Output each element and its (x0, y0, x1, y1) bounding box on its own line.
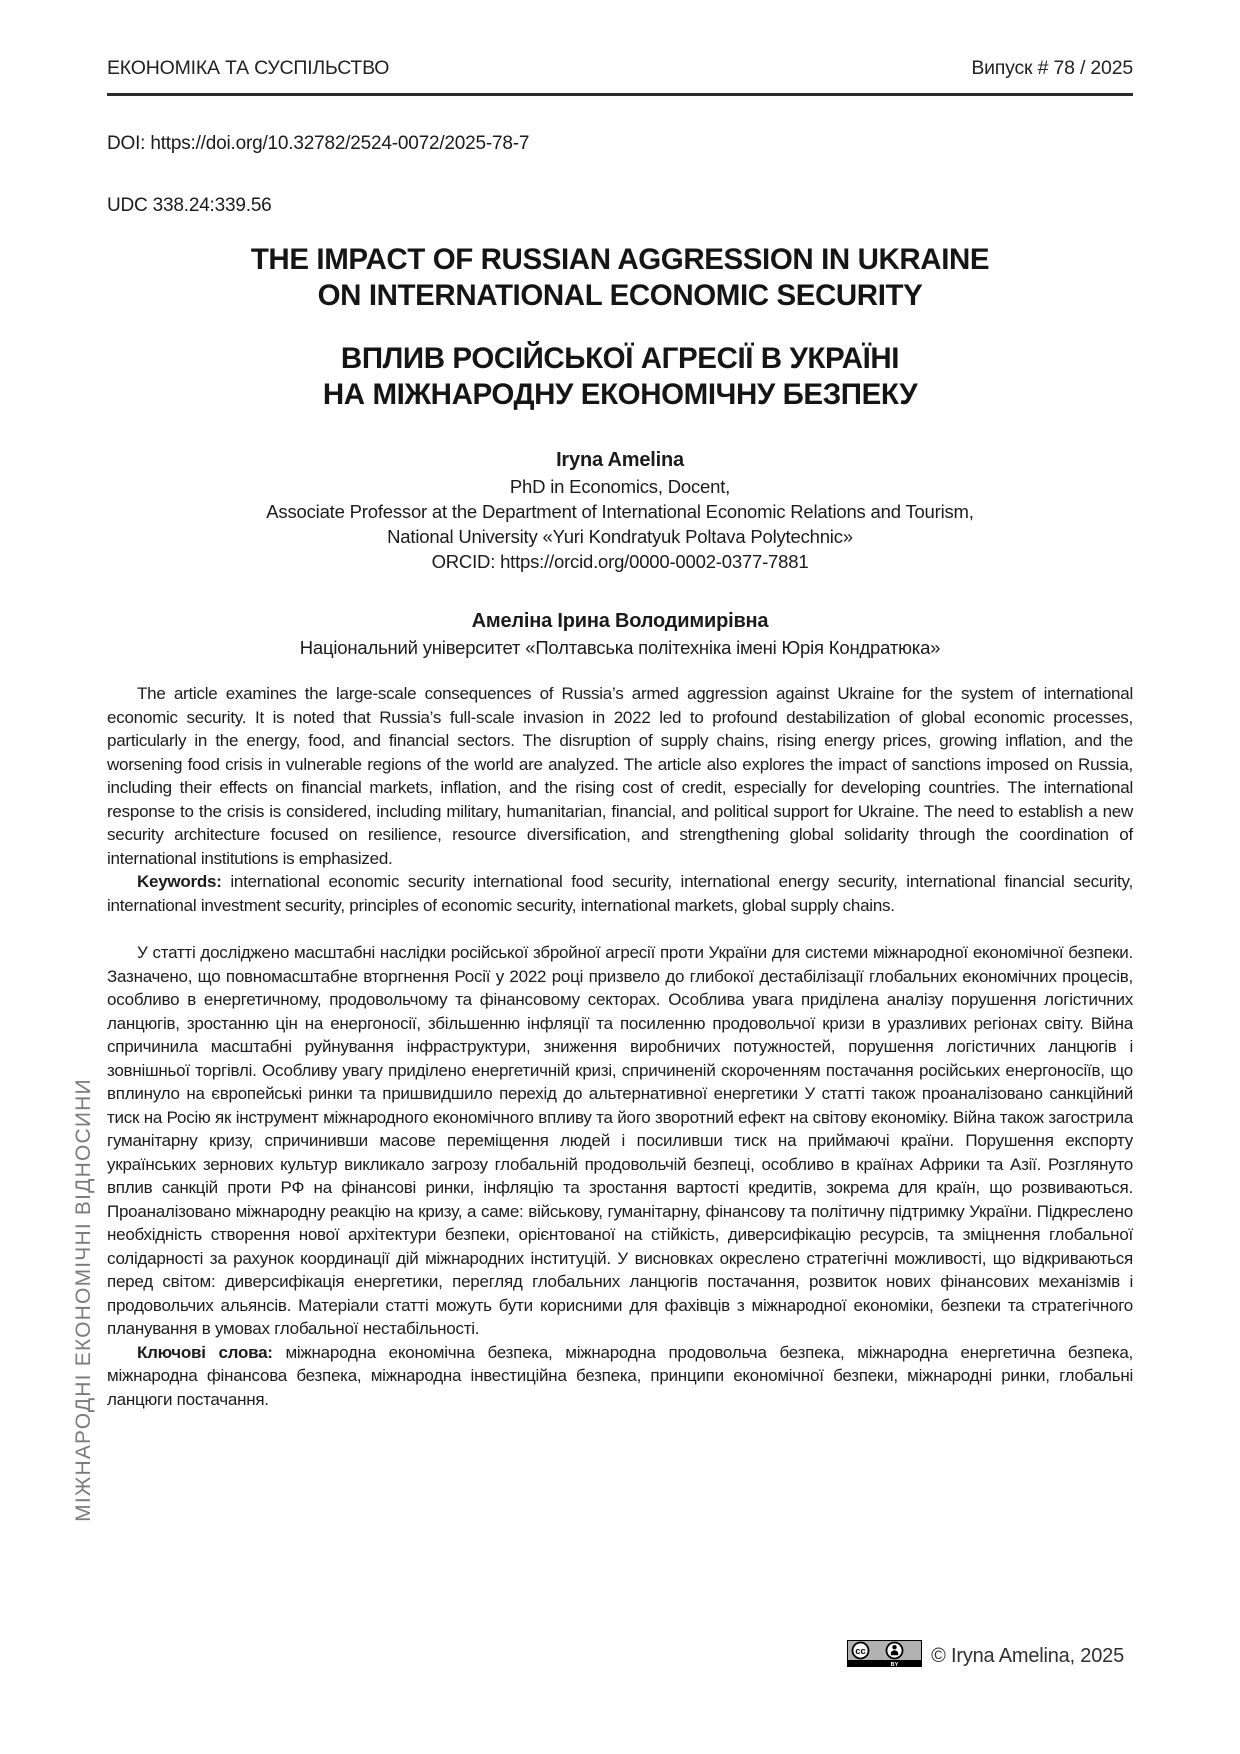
cc-by-license-icon[interactable] (847, 1640, 922, 1672)
svg-text:BY: BY (890, 1662, 899, 1667)
page-content (107, 0, 1133, 1411)
doi-line (107, 133, 1133, 155)
author-affiliation-uk: Національний університет «Полтавська політехніка імені Юрія Кондратюка» (299, 637, 941, 658)
article-title-uk-line2: НА МІЖНАРОДНУ ЕКОНОМІЧНУ БЕЗПЕКУ (322, 378, 918, 411)
article-title-en-line1: THE IMPACT OF RUSSIAN AGGRESSION IN UKRAINE (250, 243, 990, 276)
keywords-label-en: Keywords: (137, 872, 222, 891)
author-name-uk: Амеліна Ірина Володимирівна (471, 610, 769, 632)
article-title-en (107, 242, 1133, 314)
author-block-uk (107, 607, 1133, 660)
abstract-en-paragraph: The article examines the large-scale consequences of Russia’s armed aggression against Ukraine for the system of international economic security. It is noted that Russia’s full-scale invasion in 2022 led to profound destabilization of global economic processes, particularly in the energy, food, and financial sectors. The disruption of supply chains, rising energy prices, growing inflation, and the worsening food crisis in vulnerable regions of the world are analyzed. The article also explores the impact of sanctions imposed on Russia, including their effects on financial markets, inflation, and the rising cost of credit, especially for developing countries. The international response to the crisis is considered, including military, humanitarian, financial, and political support for Ukraine. The need to establish a new security architecture focused on resilience, resource diversification, and strengthening global solidarity through the coordination of international institutions is emphasized. (107, 684, 1133, 868)
author-block-en (107, 446, 1133, 574)
abstract-uk-paragraph: У статті досліджено масштабні наслідки російської збройної агресії проти України для системи міжнародної економічної безпеки. Зазначено, що повномасштабне вторгнення Росії у 2022 році призвело до глибокої дестабілізації глобальних економічних процесів, особливо в енергетичному, продовольчому та фінансовому секторах. Особлива увага приділена аналізу порушення логістичних ланцюгів, зростанню цін на енергоносії, збільшенню інфляції та посиленню продовольчої кризи в уразливих регіонах світу. Війна спричинила масштабні руйнування інфраструктури, зниження виробничих потужностей, порушення логістичних ланцюгів і зовнішньої торгівлі. Особливу увагу приділено енергетичній кризі, спричиненій скороченням постачання російських енергоносіїв, що вплинуло на європейські ринки та пришвидшило перехід до альтернативної енергетики У статті також проаналізовано санкційний тиск на Росію як інструмент міжнародного економічного впливу та його зворотний ефект на світову економіку. Війна також загострила гуманітарну кризу, спричинивши масове переміщення людей і посиливши тиск на приймаючі країни. Порушення експорту українських зернових культур викликало загрозу глобальній продовольчій безпеці, особливо в країнах Африки та Азії. Розглянуто вплив санкцій проти РФ на фінансові ринки, інфляцію та зростання вартості кредитів, зокрема для країн, що розвиваються. Проаналізовано міжнародну реакцію на кризу, а саме: військову, гуманітарну, фінансову та політичну підтримку України. Підкреслено необхідність створення нової архітектури безпеки, орієнтованої на стійкість, диверсифікацію ресурсів, та зміцнення глобальної солідарності за рахунок координації дій міжнародних інституцій. У висновках окреслено стратегічні можливості, що відкриваються перед світом: диверсифікація енергетики, перегляд глобальних ланцюгів постачання, розвиток нових фінансових механізмів і продовольчих альянсів. Матеріали статті можуть бути корисними для фахівців з міжнародної економіки, безпеки та стратегічного планування в умовах глобальної нестабільності. (107, 943, 1133, 1338)
udc-line: UDC 338.24:339.56 (107, 195, 272, 216)
keywords-text-uk: міжнародна економічна безпека, міжнародна продовольча безпека, міжнародна енергетична безпека, міжнародна фінансова безпека, міжнародна інвестиційна безпека, принципи економічної безпеки, міжнародні ринки, глобальні ланцюги постачання. (107, 1342, 1133, 1409)
orcid-line (107, 549, 1133, 574)
author-position: Associate Professor at the Department of International Economic Relations and Tourism, (266, 501, 974, 522)
issue-number: Випуск # 78 / 2025 (971, 57, 1133, 79)
keywords-en-paragraph (107, 870, 1133, 917)
author-degree: PhD in Economics, Docent, (509, 476, 731, 497)
orcid-link[interactable]: ORCID: https://orcid.org/0000-0002-0377-7881 (431, 551, 809, 572)
keywords-text-en: international economic security international food security, international energy security, international financial security, international investment security, principles of economic security, international markets, global supply chains. (107, 872, 1133, 915)
page-header (107, 57, 1133, 96)
article-title-en-line2: ON INTERNATIONAL ECONOMIC SECURITY (317, 279, 923, 312)
svg-text:cc: cc (855, 1646, 866, 1657)
doi-link[interactable]: DOI: https://doi.org/10.32782/2524-0072/2025-78-7 (107, 133, 530, 154)
keywords-uk-paragraph (107, 1341, 1133, 1412)
journal-name: ЕКОНОМІКА ТА СУСПІЛЬСТВО (107, 57, 390, 79)
author-name-en: Iryna Amelina (556, 449, 684, 471)
keywords-label-uk: Ключові слова: (137, 1342, 273, 1362)
article-title-uk (107, 341, 1133, 413)
section-vertical-label: МІЖНАРОДНІ ЕКОНОМІЧНІ ВІДНОСИНИ (72, 1078, 95, 1522)
page-footer (847, 1640, 1124, 1672)
copyright-text: © Iryna Amelina, 2025 (931, 1644, 1124, 1667)
author-affiliation-en: National University «Yuri Kondratyuk Poltava Polytechnic» (387, 526, 853, 547)
article-title-uk-line1: ВПЛИВ РОСІЙСЬКОЇ АГРЕСІЇ В УКРАЇНІ (340, 342, 900, 375)
